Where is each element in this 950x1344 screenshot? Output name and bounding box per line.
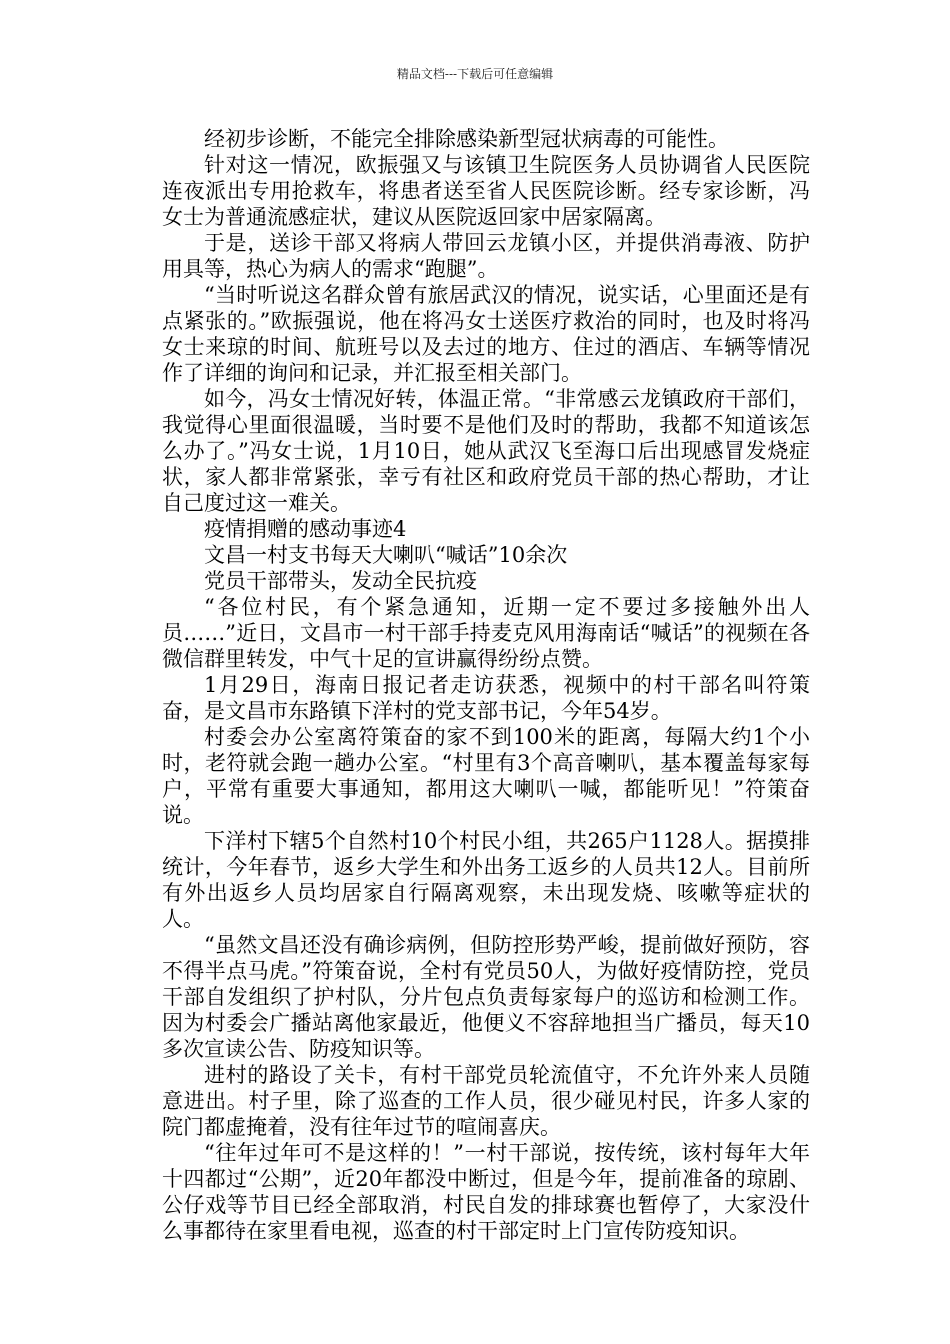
- paragraph-3: 于是，送诊干部又将病人带回云龙镇小区，并提供消毒液、防护用具等，热心为病人的需求“跑腿”。: [162, 231, 810, 281]
- page-header: 精品文档---下载后可任意编辑: [396, 67, 554, 81]
- paragraph-15: “往年过年可不是这样的！”一村干部说，按传统，该村每年大年十四都过“公期”，近20年都没中断过，但是今年，提前准备的琼剧、公仔戏等节目已经全部取消，村民自发的排球赛也暂停了，大家没什么事都待在家里看电视，巡查的村干部定时上门宣传防疫知识。: [162, 1141, 810, 1243]
- paragraph-9: “各位村民，有个紧急通知，近期一定不要过多接触外出人员……”近日，文昌市一村干部手持麦克风用海南话“喊话”的视频在各微信群里转发，中气十足的宣讲赢得纷纷点赞。: [162, 595, 810, 671]
- paragraph-5: 如今，冯女士情况好转，体温正常。“非常感云龙镇政府干部们，我觉得心里面很温暖，当时要不是他们及时的帮助，我都不知道该怎么办了。”冯女士说，1月10日，她从武汉飞至海口后出现感冒发烧症状，家人都非常紧张，幸亏有社区和政府党员干部的热心帮助，才让自己度过这一难关。: [162, 387, 810, 515]
- paragraph-13: “虽然文昌还没有确诊病例，但防控形势严峻，提前做好预防，容不得半点马虎。”符策奋说，全村有党员50人，为做好疫情防控，党员干部自发组织了护村队，分片包点负责每家每户的巡访和检测工作。因为村委会广播站离他家最近，他便义不容辞地担当广播员，每天10多次宣读公告、防疫知识等。: [162, 933, 810, 1061]
- paragraph-11: 村委会办公室离符策奋的家不到100米的距离，每隔大约1个小时，老符就会跑一趟办公室。“村里有3个高音喇叭，基本覆盖每家每户，平常有重要大事通知，都用这大喇叭一喊，都能听见！”符策奋说。: [162, 725, 810, 827]
- paragraph-12: 下洋村下辖5个自然村10个村民小组，共265户1128人。据摸排统计，今年春节，返乡大学生和外出务工返乡的人员共12人。目前所有外出返乡人员均居家自行隔离观察，未出现发烧、咳嗽等症状的人。: [162, 829, 810, 931]
- section-title: 疫情捐赠的感动事迹4: [204, 517, 407, 541]
- paragraph-10: 1月29日，海南日报记者走访获悉，视频中的村干部名叫符策奋，是文昌市东路镇下洋村的党支部书记，今年54岁。: [162, 673, 810, 723]
- article-subheadline: 党员干部带头，发动全民抗疫: [204, 569, 477, 593]
- document-body: [162, 126, 810, 1244]
- paragraph-2: 针对这一情况，欧振强又与该镇卫生院医务人员协调省人民医院连夜派出专用抢救车，将患者送至省人民医院诊断。经专家诊断，冯女士为普通流感症状，建议从医院返回家中居家隔离。: [162, 153, 810, 229]
- article-headline: 文昌一村支书每天大喇叭“喊话”10余次: [204, 543, 568, 567]
- paragraph-14: 进村的路设了关卡，有村干部党员轮流值守，不允许外来人员随意进出。村子里，除了巡查的工作人员，很少碰见村民，许多人家的院门都虚掩着，没有往年过节的喧闹喜庆。: [162, 1063, 810, 1139]
- paragraph-4: “当时听说这名群众曾有旅居武汉的情况，说实话，心里面还是有点紧张的。”欧振强说，他在将冯女士送医疗救治的同时，也及时将冯女士来琼的时间、航班号以及去过的地方、住过的酒店、车辆等情况作了详细的询问和记录，并汇报至相关部门。: [162, 283, 810, 385]
- paragraph-1: 经初步诊断，不能完全排除感染新型冠状病毒的可能性。: [204, 127, 729, 151]
